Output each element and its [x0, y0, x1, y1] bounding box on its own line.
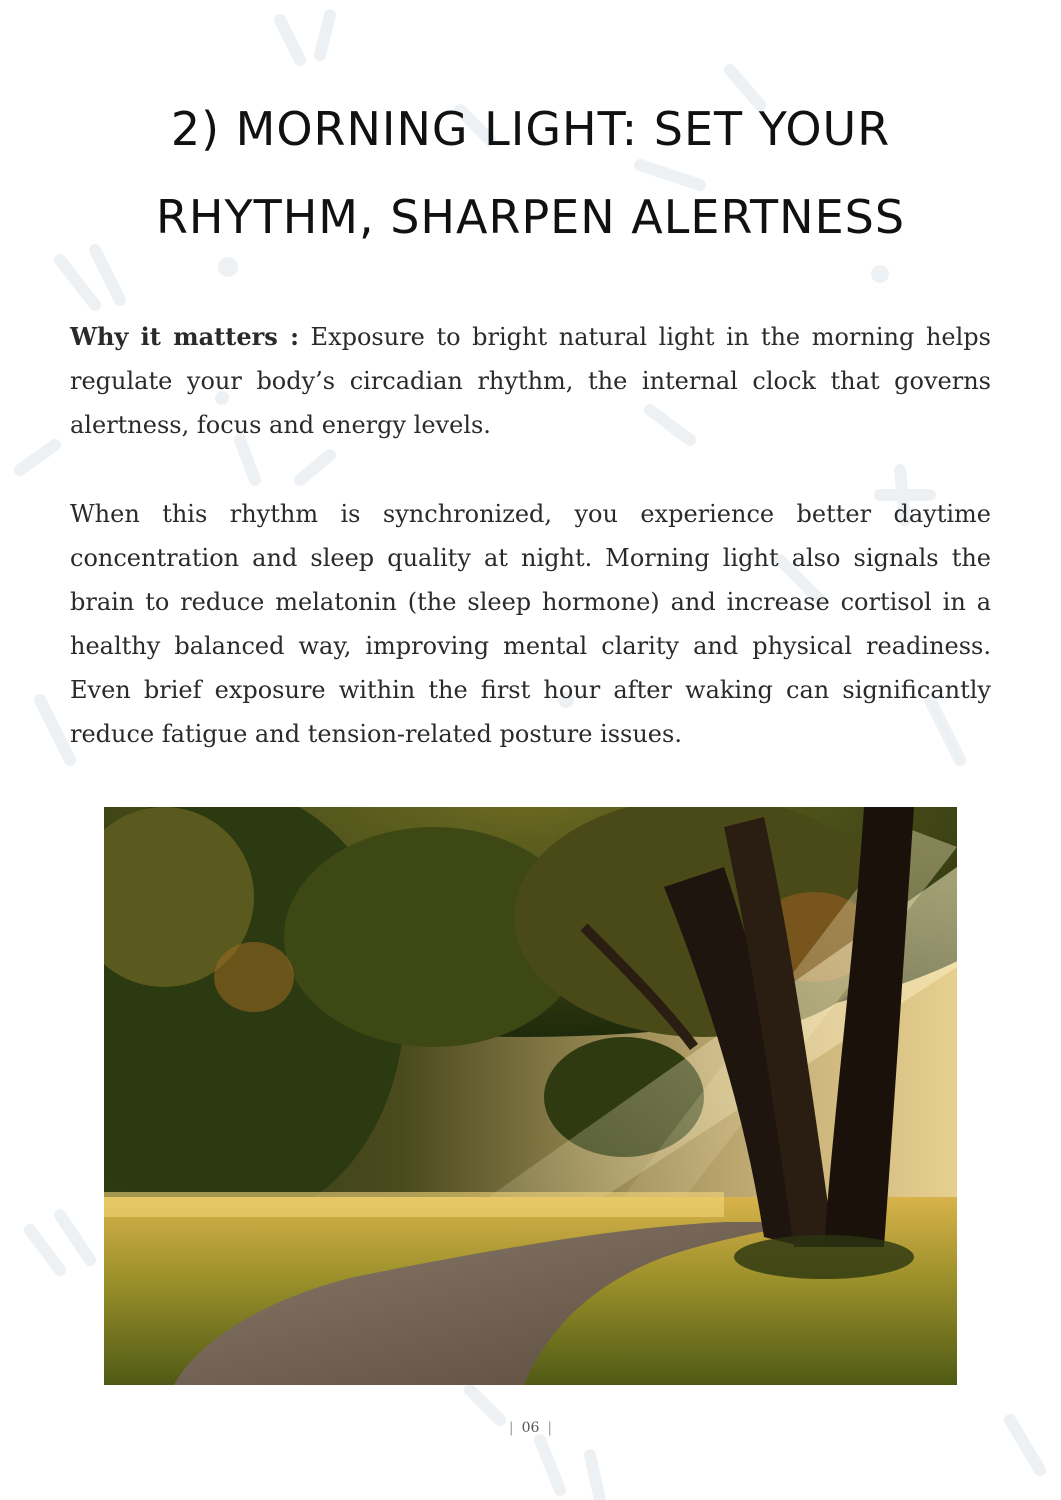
rhythm-paragraph: When this rhythm is synchronized, you experience better daytime concentration and sleep quality at night. Morning light also signals the brain to reduce melatonin (the sleep hormone) and increase cortisol in a healthy balanced way, improving mental clarity and physical readiness. Even brief exposure within the first hour after waking can significantly reduce fatigue and tension-related posture issues.	[70, 500, 991, 748]
why-it-matters-paragraph	[70, 315, 991, 447]
page-number-value: 06	[521, 1420, 540, 1436]
paragraph-lead-label: Why it matters :	[70, 322, 299, 351]
paragraph-1-text: Exposure to bright natural light in the morning helps regulate your body’s circadian rhythm, the internal clock that governs alertness, focus and energy levels.	[70, 323, 991, 439]
page-number: | 06 |	[508, 1420, 553, 1436]
sunlit-park-path-with-trees-image	[104, 807, 957, 1385]
page-title-line-2: RHYTHM, SHARPEN ALERTNESS	[155, 190, 906, 244]
page-title	[60, 85, 1001, 261]
page-title-line-1: 2) MORNING LIGHT: SET YOUR	[170, 102, 891, 156]
